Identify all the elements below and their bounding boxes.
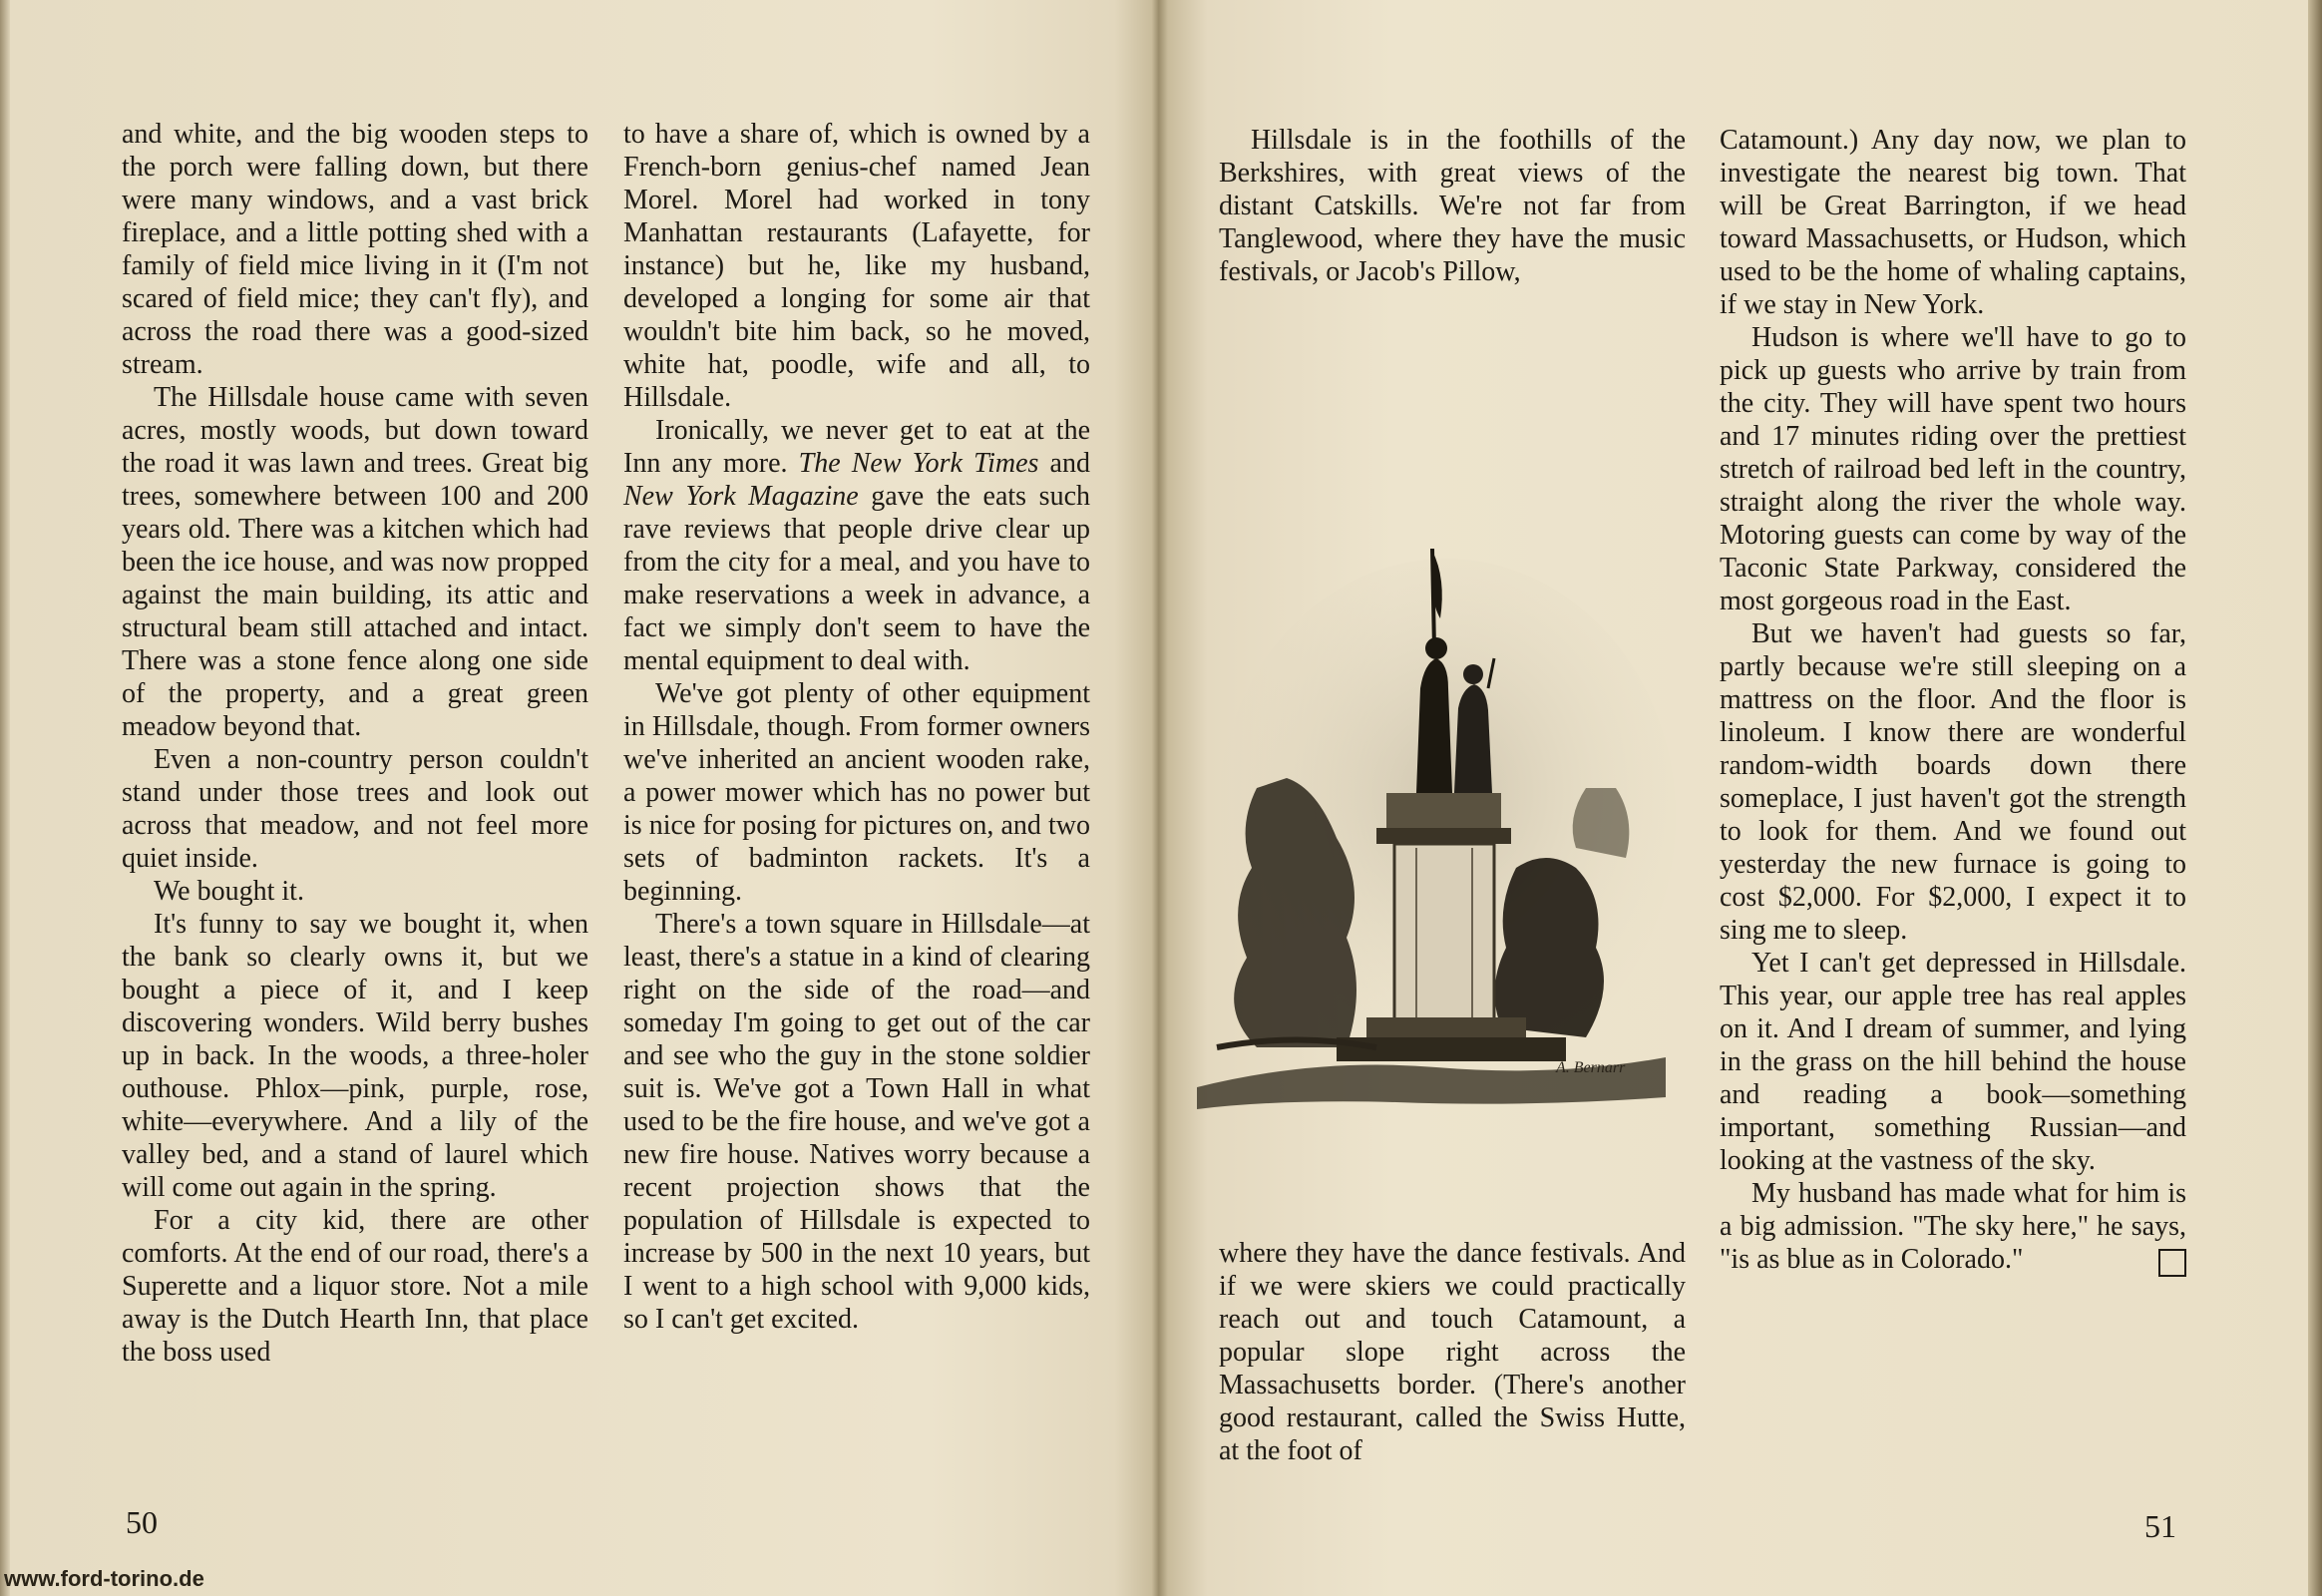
paragraph: The Hillsdale house came with seven acres, mostly woods, but down toward the road it was lawn and trees. Great big trees, somewhere between 100 and 200 years old. There was a kitchen which had been the ice house, and was now propped against the main building, its attic and structural beam still attached and intact. There was a stone fence along one side of the property, and a great green meadow beyond that. <box>122 382 588 742</box>
paragraph: It's funny to say we bought it, when the bank so clearly owns it, but we bought a piece of it, and I keep discovering wonders. Wild berry bushes up in back. In the woods, a three-holer outhouse. Phlox—pink, purple, rose, white—everywhere. And a lily of the valley bed, and a stand of laurel which will come out again in the spring. <box>122 909 588 1203</box>
page-number-right: 51 <box>2144 1508 2176 1544</box>
paragraph: But we haven't had guests so far, partly because we're still sleeping on a mattress on the floor. And the floor is linoleum. I know there are wonderful random-width boards down there someplace, I just haven't got the strength to look for them. And we found out yesterday the new furnace is going to cost $2,000. For $2,000, I expect it to sing me to sleep. <box>1720 618 2186 946</box>
paragraph: Yet I can't get depressed in Hillsdale. This year, our apple tree has real apples on it. And I dream of summer, and lying in the grass on the hill behind the house and reading a book—something important, something Russian—and looking at the vastness of the sky. <box>1720 948 2186 1176</box>
page-number-left: 50 <box>126 1504 158 1540</box>
paragraph: Hudson is where we'll have to go to pick up guests who arrive by train from the city. They will have spent two hours and 17 minutes riding over the prettiest stretch of railroad bed left in the country, straight along the river the whole way. Motoring guests can come by way of the Taconic State Parkway, considered the most gorgeous road in the East. <box>1720 322 2186 616</box>
paragraph <box>623 414 1090 677</box>
paragraph: We bought it. <box>154 876 304 907</box>
paragraph: We've got plenty of other equipment in Hillsdale, though. From former owners we've inherited an ancient wooden rake, a power mower which has no power but is nice for posing for pictures on, and two sets of badminton rackets. It's a beginning. <box>623 678 1090 907</box>
paragraph: Even a non-country person couldn't stand under those trees and look out across that meadow, and not feel more quiet inside. <box>122 744 588 874</box>
watermark: www.ford-torino.de <box>4 1566 204 1591</box>
text-run: gave the eats such rave reviews that people drive clear up from the city for a meal, and you have to make reservations a week in advance, a fact we simply don't seem to have the mental equipment to deal with. <box>623 481 1090 676</box>
paragraph: Catamount.) Any day now, we plan to investigate the nearest big town. That will be Great Barrington, if we head toward Massachusetts, or Hudson, which used to be the home of whaling captains, if we stay in New York. <box>1720 125 2186 320</box>
paragraph: to have a share of, which is owned by a French-born genius-chef named Jean Morel. Morel had worked in tony Manhattan restaurants (Lafayette, for instance) but he, like my husband, developed a longing for some air that wouldn't bite him back, so he moved, white hat, poodle, wife and all, to Hillsdale. <box>623 119 1090 413</box>
text-run: Ironically, we never get to eat at the Inn any more. <box>623 415 1090 479</box>
right-page-column-2 <box>1720 124 2186 1277</box>
publication-title: New York Magazine <box>623 481 859 512</box>
artist-signature: A. Bernarr <box>1556 1059 1626 1076</box>
statue-illustration <box>1197 489 1676 1147</box>
text-run: My husband has made what for him is a big admission. "The sky here," he says, "is as blue as in Colorado." <box>1720 1178 2186 1275</box>
paragraph <box>1720 1177 2186 1276</box>
paragraph: Hillsdale is in the foothills of the Berkshires, with great views of the distant Catskills. We're not far from Tanglewood, where they have the music festivals, or Jacob's Pillow, <box>1219 125 1686 287</box>
paragraph: and white, and the big wooden steps to the porch were falling down, but there were many windows, and a vast brick fireplace, and a little potting shed with a family of field mice living in it (I'm not scared of field mice; they can't fly), and across the road there was a good-sized stream. <box>122 119 588 380</box>
end-mark-icon <box>2158 1249 2186 1277</box>
right-page-column-1-bottom <box>1219 1237 1686 1467</box>
left-page-column-1 <box>122 118 588 1369</box>
paragraph: There's a town square in Hillsdale—at least, there's a statue in a kind of clearing right on the side of the road—and someday I'm going to get out of the car and see who the guy in the stone soldier suit is. We've got a Town Hall in what used to be the fire house, and we've got a new fire house. Natives worry because a recent projection shows that the population of Hillsdale is expected to increase by 500 in the next 10 years, but I went to a high school with 9,000 kids, so I can't get excited. <box>623 909 1090 1335</box>
paragraph: where they have the dance festivals. And if we were skiers we could practically reach out and touch Catamount, a popular slope right across the Massachusetts border. (There's another good restaurant, called the Swiss Hutte, at the foot of <box>1219 1238 1686 1466</box>
left-page-column-2 <box>623 118 1090 1336</box>
paragraph: For a city kid, there are other comforts. At the end of our road, there's a Superette and a liquor store. Not a mile away is the Dutch Hearth Inn, that place the boss used <box>122 1205 588 1368</box>
publication-title: The New York Times <box>798 448 1039 479</box>
page-edge-left <box>0 0 10 1596</box>
page-edge-right <box>2308 0 2322 1596</box>
text-run: and <box>1038 448 1090 479</box>
right-page-column-1-top <box>1219 124 1686 288</box>
